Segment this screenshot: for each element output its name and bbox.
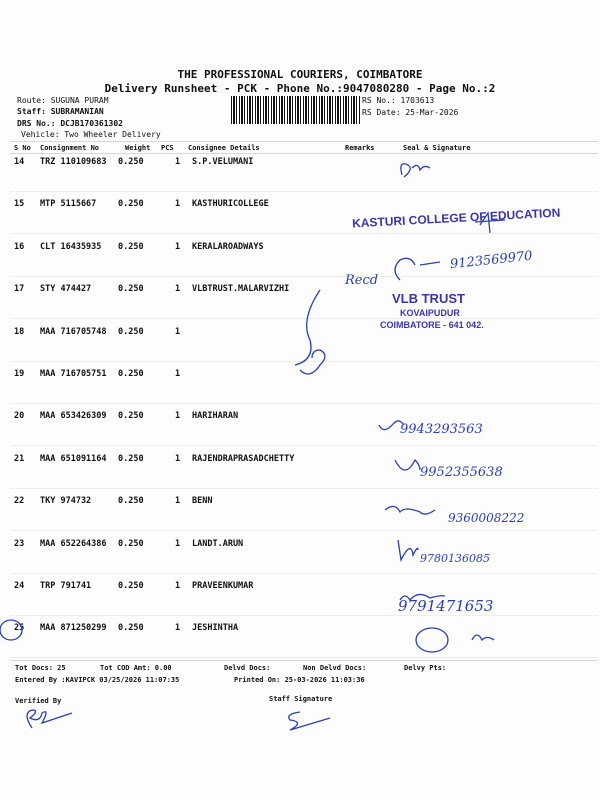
cell-cn: MAA 871250299: [40, 623, 107, 634]
company-name: THE PROFESSIONAL COURIERS, COIMBATORE: [177, 68, 423, 81]
kasturi-stamp: KASTURI COLLEGE OF EDUCATION: [351, 205, 561, 231]
handwritten-phone: 9791471653: [398, 597, 494, 615]
printed-on: Printed On: 25-03-2026 11:03:36: [234, 676, 365, 684]
cell-wt: 0.250: [118, 241, 144, 252]
cell-sno: 25: [14, 623, 25, 634]
cell-cn: TRP 791741: [40, 581, 92, 591]
cell-name: JESHINTHA: [192, 623, 239, 634]
cell-pcs: 1: [175, 241, 181, 252]
handwritten-phone: 9780136085: [420, 552, 490, 565]
cell-pcs: 1: [175, 284, 181, 295]
cell-cn: MAA 651091164: [40, 453, 107, 464]
signature-16: [395, 258, 440, 280]
tot-cod: Tot COD Amt: 0.00: [100, 664, 172, 672]
cell-cn: MAA 716705751: [40, 369, 107, 379]
handwritten-phone: 9360008222: [448, 511, 525, 525]
cell-sno: 24: [14, 581, 25, 591]
signature-24: [400, 594, 445, 600]
cell-cn: MAA 716705748: [40, 326, 107, 337]
cell-cn: STY 474427: [40, 284, 92, 295]
handwritten-phone: 9943293563: [400, 422, 483, 437]
row-25-circle: [0, 620, 25, 640]
cell-wt: 0.250: [118, 496, 144, 507]
cell-wt: 0.250: [118, 411, 144, 422]
cell-pcs: 1: [175, 326, 181, 337]
signature-20: [379, 421, 404, 430]
col-sno: S No: [14, 144, 31, 152]
cell-wt: 0.250: [118, 369, 144, 379]
cell-wt: 0.250: [118, 284, 144, 295]
handwritten-recd: Recd: [345, 273, 379, 288]
entered-by: Entered By :KAVIPCK 03/25/2026 11:07:35: [15, 676, 180, 684]
cell-sno: 15: [14, 199, 25, 210]
staff-signature: [289, 712, 330, 730]
cell-sno: 18: [14, 326, 25, 337]
signature-15: [475, 213, 505, 233]
signature-17-19: [295, 290, 325, 374]
cell-cn: MAA 653426309: [40, 411, 107, 422]
col-pcs: PCS: [161, 144, 174, 152]
drs-number: DRS No.: DCJB170361302: [17, 119, 123, 128]
verified-by-label: Verified By: [15, 697, 62, 705]
cell-name: RAJENDRAPRASADCHETTY: [192, 453, 295, 464]
cell-name: S.P.VELUMANI: [192, 157, 254, 167]
staff-signature-label: Staff Signature: [269, 695, 333, 703]
staff: Staff: SUBRAMANIAN: [17, 107, 104, 116]
cell-pcs: 1: [175, 199, 181, 210]
handwritten-phone: 9952355638: [420, 465, 503, 480]
non-delvd-docs: Non Delvd Docs:: [303, 664, 367, 672]
vlb-stamp-2: KOVAIPUDUR: [400, 308, 460, 318]
col-weight: Weight: [125, 144, 151, 152]
col-consignee: Consignee Details: [188, 144, 260, 152]
handwritten-phone: 9123569970: [449, 248, 534, 273]
signature-21: [395, 460, 420, 470]
verified-signature: [27, 710, 72, 728]
delvy-pts: Delvy Pts:: [404, 664, 447, 672]
route: Route: SUGUNA PURAM: [17, 96, 109, 105]
cell-sno: 22: [14, 496, 25, 507]
cell-pcs: 1: [175, 538, 181, 549]
vlb-stamp-1: VLB TRUST: [392, 291, 465, 306]
cell-wt: 0.250: [118, 326, 144, 337]
cell-name: VLBTRUST.MALARVIZHI: [192, 284, 290, 295]
cell-sno: 14: [14, 157, 25, 167]
rs-date: RS Date: 25-Mar-2026: [362, 108, 459, 117]
cell-cn: MTP 5115667: [40, 199, 97, 210]
cell-cn: MAA 652264386: [40, 538, 107, 549]
cell-sno: 20: [14, 411, 25, 422]
cell-sno: 21: [14, 453, 25, 464]
cell-cn: TKY 974732: [40, 496, 92, 507]
cell-pcs: 1: [175, 496, 181, 507]
vlb-stamp-3: COIMBATORE - 641 042.: [380, 320, 484, 330]
cell-name: KERALAROADWAYS: [192, 241, 264, 252]
cell-pcs: 1: [175, 453, 181, 464]
runsheet-title: Delivery Runsheet - PCK - Phone No.:9047080280 - Page No.:2: [104, 82, 496, 95]
cell-name: PRAVEENKUMAR: [192, 581, 254, 591]
signature-14: [401, 164, 430, 177]
rs-number: RS No.: 1703613: [362, 96, 435, 105]
delvd-docs: Delvd Docs:: [224, 664, 271, 672]
cell-cn: CLT 16435935: [40, 241, 102, 252]
cell-sno: 17: [14, 284, 25, 295]
cell-name: KASTHURICOLLEGE: [192, 199, 269, 210]
col-seal: Seal & Signature: [403, 144, 471, 152]
cell-name: BENN: [192, 496, 213, 507]
cell-wt: 0.250: [118, 157, 144, 167]
cell-sno: 16: [14, 241, 25, 252]
cell-pcs: 1: [175, 581, 181, 591]
cell-name: HARIHARAN: [192, 411, 239, 422]
cell-sno: 19: [14, 369, 25, 379]
cell-wt: 0.250: [118, 623, 144, 634]
col-consignment: Consignment No: [40, 144, 100, 152]
signature-25: [416, 628, 448, 652]
vehicle: Vehicle: Two Wheeler Delivery: [21, 130, 161, 139]
col-remarks: Remarks: [345, 144, 375, 152]
signature-23: [398, 540, 418, 560]
cell-cn: TRZ 110109683: [40, 157, 107, 167]
cell-wt: 0.250: [118, 453, 144, 464]
cell-wt: 0.250: [118, 581, 144, 591]
cell-name: LANDT.ARUN: [192, 538, 244, 549]
cell-wt: 0.250: [118, 538, 144, 549]
cell-sno: 23: [14, 538, 25, 549]
cell-pcs: 1: [175, 157, 181, 167]
signature-22: [385, 506, 435, 514]
cell-pcs: 1: [175, 369, 181, 379]
cell-wt: 0.250: [118, 199, 144, 210]
cell-pcs: 1: [175, 411, 181, 422]
tot-docs: Tot Docs: 25: [15, 664, 66, 672]
cell-pcs: 1: [175, 623, 181, 634]
